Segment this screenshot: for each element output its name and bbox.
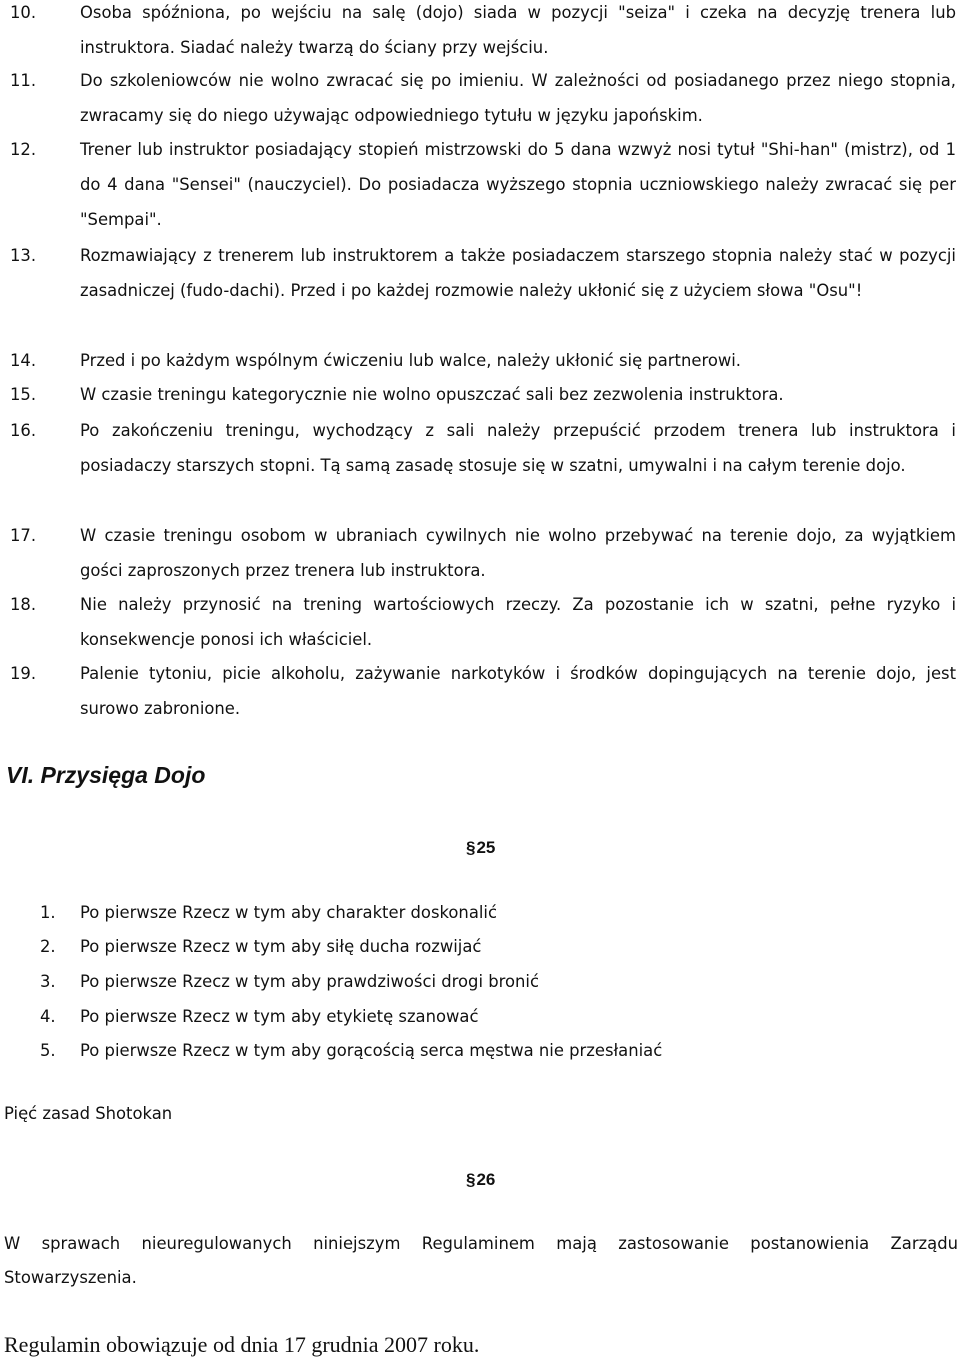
oath-text: Po pierwsze Rzecz w tym aby gorącością serca męstwa nie przesłaniać xyxy=(80,1041,663,1060)
rule-number: 10. xyxy=(10,3,37,22)
rule-number: 13. xyxy=(10,246,37,265)
oath-text: Po pierwsze Rzecz w tym aby siłę ducha rozwijać xyxy=(80,937,482,956)
rule-text: W czasie treningu osobom w ubraniach cywilnych nie wolno przebywać na terenie dojo, za wyjątkiem gości zaproszonych przez trenera lub instruktora. xyxy=(80,526,956,580)
rule-item xyxy=(0,518,960,588)
oath-text: Po pierwsze Rzecz w tym aby charakter doskonalić xyxy=(80,903,497,922)
oath-item xyxy=(0,1033,960,1068)
section-symbol: § xyxy=(466,838,476,857)
paragraph-26-text: W sprawach nieuregulowanych niniejszym Regulaminem mają zastosowanie postanowienia Zarządu Stowarzyszenia. xyxy=(4,1234,958,1287)
rule-number: 17. xyxy=(10,526,37,545)
rule-text: Trener lub instruktor posiadający stopień mistrzowski do 5 dana wzwyż nosi tytuł "Shi-han" (mistrz), od 1 do 4 dana "Sensei" (nauczyciel). Do posiadacza wyższego stopnia uczniowskiego należy zwracać się per "Sempai". xyxy=(80,140,956,229)
section-heading: VI. Przysięga Dojo xyxy=(6,762,206,788)
section-symbol: § xyxy=(466,1170,476,1189)
rule-text: W czasie treningu kategorycznie nie wolno opuszczać sali bez zezwolenia instruktora. xyxy=(80,385,784,404)
rule-text: Osoba spóźniona, po wejściu na salę (dojo) siada w pozycji "seiza" i czeka na decyzję trenera lub instruktora. Siadać należy twarzą do ściany przy wejściu. xyxy=(80,3,956,57)
rule-item xyxy=(0,587,960,657)
oath-text: Po pierwsze Rzecz w tym aby prawdziwości drogi bronić xyxy=(80,972,539,991)
rule-item xyxy=(0,63,960,133)
rule-item xyxy=(0,238,960,308)
paragraph-marker-25 xyxy=(466,838,495,858)
oath-item xyxy=(0,929,960,964)
oath-number: 4. xyxy=(40,1007,56,1026)
final-note: Regulamin obowiązuje od dnia 17 grudnia 2007 roku. xyxy=(4,1332,480,1357)
rule-text: Przed i po każdym wspólnym ćwiczeniu lub walce, należy ukłonić się partnerowi. xyxy=(80,351,742,370)
rule-number: 11. xyxy=(10,71,37,90)
rule-item xyxy=(0,377,960,412)
rule-number: 12. xyxy=(10,140,37,159)
rule-text: Rozmawiający z trenerem lub instruktorem a także posiadaczem starszego stopnia należy stać w pozycji zasadniczej (fudo-dachi). Przed i po każdej rozmowie należy ukłonić się z użyciem słowa "Osu"! xyxy=(80,246,956,300)
rule-item xyxy=(0,0,960,65)
rule-text: Palenie tytoniu, picie alkoholu, zażywanie narkotyków i środków dopingujących na terenie dojo, jest surowo zabronione. xyxy=(80,664,956,718)
rule-number: 14. xyxy=(10,351,37,370)
rule-text: Nie należy przynosić na trening wartościowych rzeczy. Za pozostanie ich w szatni, pełne ryzyko i konsekwencje ponosi ich właściciel. xyxy=(80,595,956,649)
rule-text: Do szkoleniowców nie wolno zwracać się po imieniu. W zależności od posiadanego przez niego stopnia, zwracamy się do niego używając odpowiedniego tytułu w języku japońskim. xyxy=(80,71,956,125)
oath-item xyxy=(0,895,960,930)
oath-caption: Pięć zasad Shotokan xyxy=(4,1104,173,1123)
rule-text: Po zakończeniu treningu, wychodzący z sali należy przepuścić przodem trenera lub instruktora i posiadaczy starszych stopni. Tą samą zasadę stosuje się w szatni, umywalni i na całym terenie dojo. xyxy=(80,421,956,475)
oath-item xyxy=(0,964,960,999)
rule-item xyxy=(0,413,960,483)
oath-text: Po pierwsze Rzecz w tym aby etykietę szanować xyxy=(80,1007,479,1026)
rule-number: 18. xyxy=(10,595,37,614)
rule-item xyxy=(0,656,960,726)
oath-number: 2. xyxy=(40,937,56,956)
rule-number: 16. xyxy=(10,421,37,440)
paragraph-marker-26 xyxy=(466,1170,495,1190)
rule-item xyxy=(0,132,960,237)
oath-number: 5. xyxy=(40,1041,56,1060)
oath-number: 3. xyxy=(40,972,56,991)
rule-number: 19. xyxy=(10,664,37,683)
paragraph-number: 25 xyxy=(476,838,496,857)
oath-item xyxy=(0,999,960,1034)
rule-number: 15. xyxy=(10,385,37,404)
rule-item xyxy=(0,343,960,378)
paragraph-number: 26 xyxy=(476,1170,496,1189)
oath-number: 1. xyxy=(40,903,56,922)
